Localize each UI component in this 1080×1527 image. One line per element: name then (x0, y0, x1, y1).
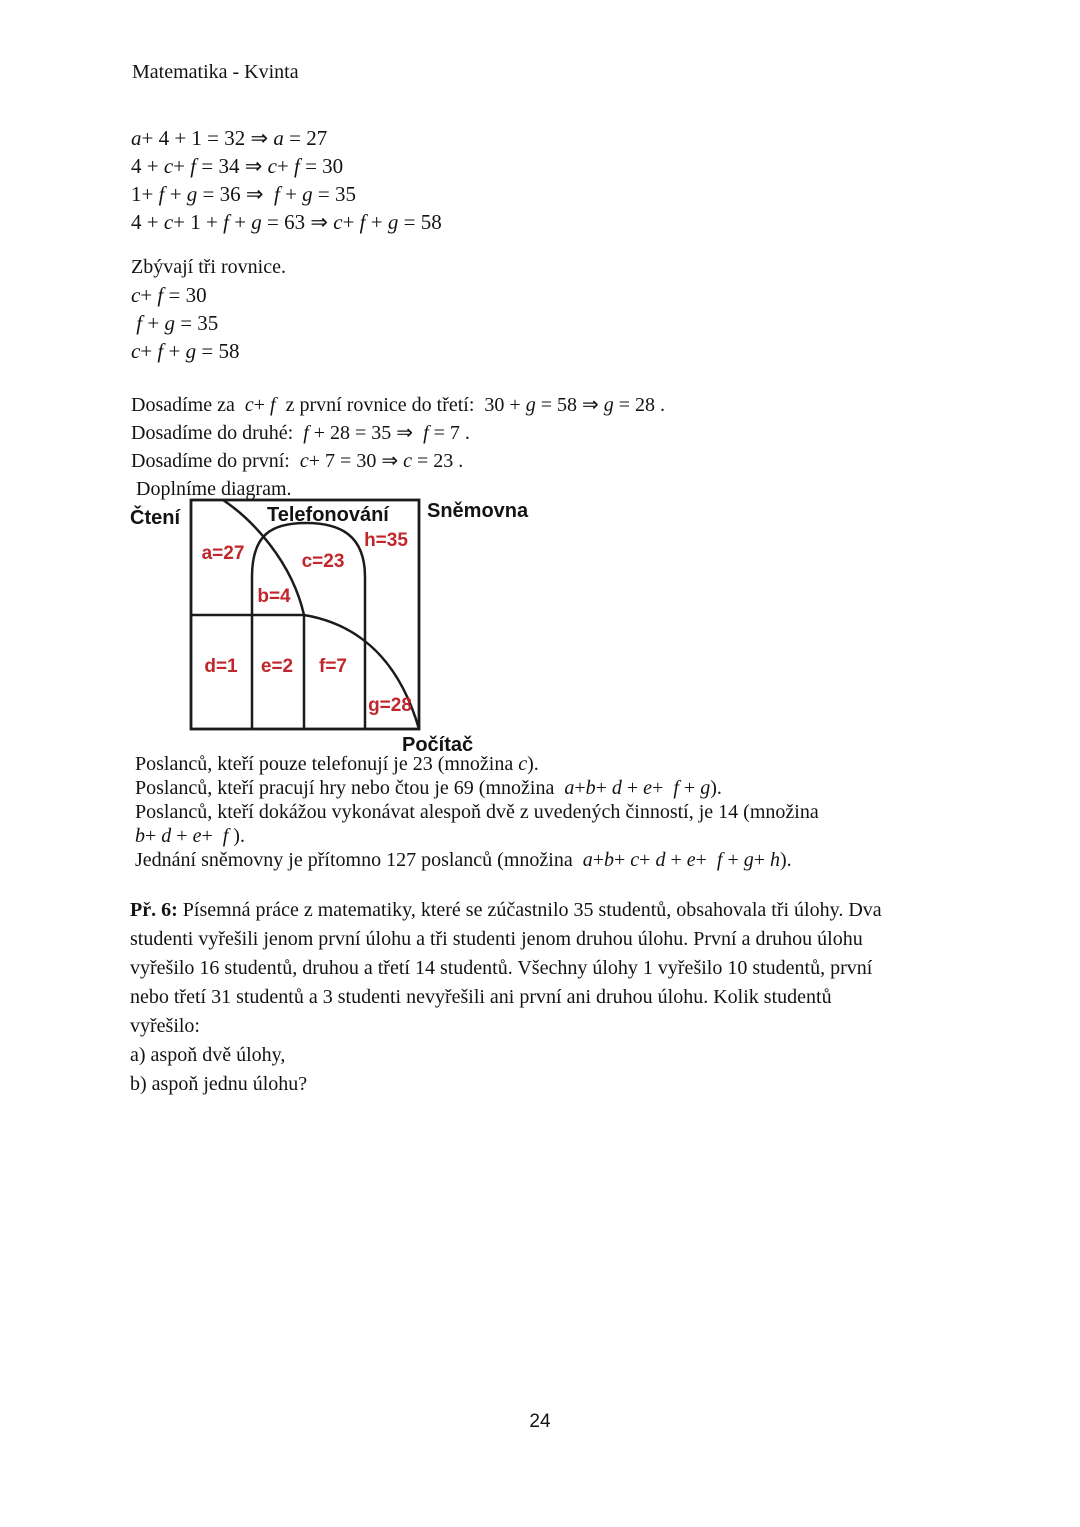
conclusion-line: Poslanců, kteří pouze telefonují je 23 (množina c). (135, 753, 539, 775)
exercise-text-line: nebo třetí 31 studentů a 3 studenti nevyřešili ani první ani druhou úlohu. Kolik studentů (130, 986, 832, 1008)
value-f: f=7 (319, 656, 347, 677)
equation-line: f + g = 35 (136, 311, 219, 335)
pocitac-label: Počítač (402, 734, 474, 756)
substitution-block (131, 391, 665, 503)
exercise-text-line: vyřešilo: (130, 1015, 200, 1037)
exercise-text-line: Př. 6: Písemná práce z matematiky, které se zúčastnilo 35 studentů, obsahovala tři úlohy. Dva (130, 899, 882, 921)
equation-line: a+ 4 + 1 = 32 ⇒ a = 27 (131, 126, 328, 150)
telefonovani-label: Telefonování (267, 504, 389, 526)
substitution-line: Dosadíme za c+ f z první rovnice do třetí: 30 + g = 58 ⇒ g = 28 . (131, 394, 666, 416)
conclusion-line: Poslanců, kteří dokážou vykonávat alespoň dvě z uvedených činností, je 14 (množina (135, 801, 819, 823)
conclusion-line: Poslanců, kteří pracují hry nebo čtou je 69 (množina a+b+ d + e+ f + g). (135, 777, 722, 799)
exercise-block (130, 896, 882, 1099)
snemovna-label: Sněmovna (427, 500, 529, 522)
conclusions-block (135, 752, 819, 872)
exercise-text-line: vyřešilo 16 studentů, druhou a třetí 14 studentů. Všechny úlohy 1 vyřešilo 10 studentů, první (130, 957, 873, 979)
venn-diagram (120, 492, 550, 762)
equation-line: 1+ f + g = 36 ⇒ f + g = 35 (131, 182, 357, 206)
page-number: 24 (529, 1411, 551, 1432)
conclusion-line: Jednání sněmovny je přítomno 127 poslanců (množina a+b+ c+ d + e+ f + g+ h). (135, 849, 792, 871)
conclusion-line: b+ d + e+ f ). (135, 825, 245, 847)
value-g: g=28 (368, 695, 412, 716)
value-c: c=23 (301, 551, 345, 572)
equations-top-block (131, 124, 442, 236)
substitution-line: Dosadíme do druhé: f + 28 = 35 ⇒ f = 7 . (131, 422, 470, 444)
equation-line: c+ f + g = 58 (131, 339, 240, 363)
value-e: e=2 (260, 656, 294, 677)
equation-line: 4 + c+ 1 + f + g = 63 ⇒ c+ f + g = 58 (131, 210, 442, 234)
venn-diagram-svg (120, 492, 550, 762)
cteni-label: Čtení (130, 507, 180, 529)
diagram-note: Doplníme diagram. (136, 478, 292, 500)
equation-line: 4 + c+ f = 34 ⇒ c+ f = 30 (131, 154, 344, 178)
exercise-text-line: studenti vyřešili jenom první úlohu a tři studenti jenom druhou úlohu. První a druhou úlohu (130, 928, 863, 950)
remaining-equations-block (131, 253, 286, 365)
substitution-line: Dosadíme do první: c+ 7 = 30 ⇒ c = 23 . (131, 450, 464, 472)
exercise-label: Př. 6: (130, 899, 178, 921)
value-d: d=1 (204, 656, 238, 677)
exercise-item-b: b) aspoň jednu úlohu? (130, 1073, 308, 1095)
value-b: b=4 (257, 586, 291, 607)
page-header: Matematika - Kvinta (132, 61, 299, 83)
value-a: a=27 (201, 543, 245, 564)
equation-line: c+ f = 30 (131, 283, 207, 307)
exercise-item-a: a) aspoň dvě úlohy, (130, 1044, 286, 1066)
remaining-intro: Zbývají tři rovnice. (131, 256, 286, 278)
value-h: h=35 (364, 530, 408, 551)
